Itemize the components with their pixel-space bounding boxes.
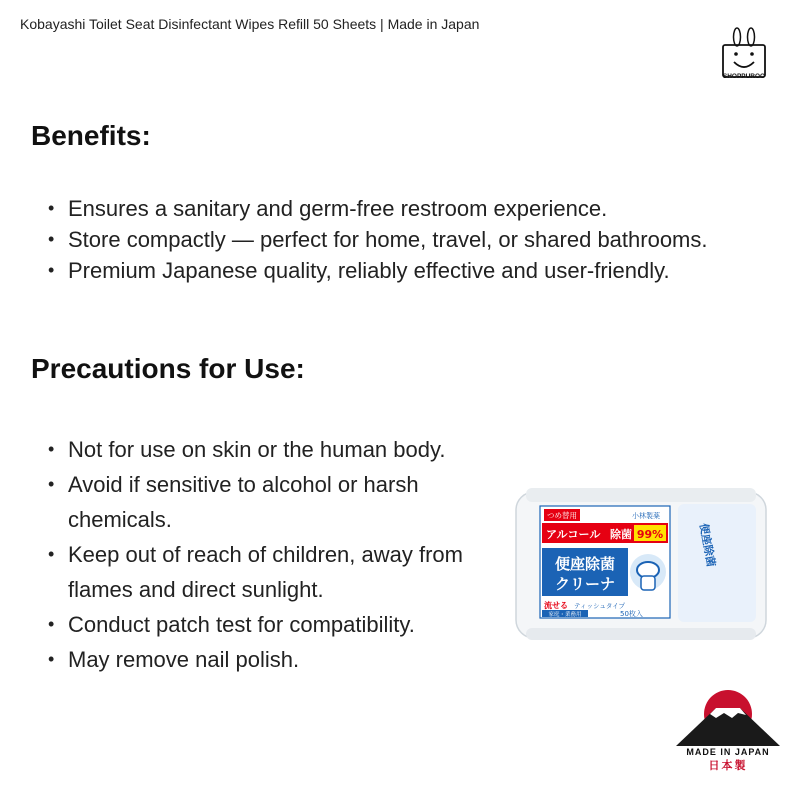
rabbit-bag-icon (718, 26, 770, 96)
svg-text:50枚入: 50枚入 (620, 610, 643, 618)
svg-text:家庭・業務用: 家庭・業務用 (548, 612, 582, 618)
svg-text:便座除菌: 便座除菌 (697, 522, 718, 568)
svg-text:小林製薬: 小林製薬 (632, 512, 660, 520)
mount-fuji-sun-icon (676, 688, 780, 746)
list-item: • May remove nail polish. (48, 642, 508, 677)
made-in-japan-text: MADE IN JAPAN (686, 747, 770, 757)
list-item: • Not for use on skin or the human body. (48, 432, 508, 467)
made-in-japan-kanji: 日本製 (708, 760, 748, 772)
brand-logo-text: SHOPPUROO (722, 73, 766, 80)
precautions-list (48, 432, 508, 677)
svg-text:99%: 99% (636, 528, 664, 541)
list-item: • Premium Japanese quality, reliably effective and user-friendly. (48, 255, 768, 286)
wipes-package-image (510, 484, 772, 644)
svg-text:便座除菌: 便座除菌 (554, 555, 616, 573)
precautions-heading: Precautions for Use: (31, 353, 305, 384)
svg-text:つめ替用: つめ替用 (547, 511, 577, 520)
list-item: • Avoid if sensitive to alcohol or harsh chemicals. (48, 467, 508, 537)
list-item: • Conduct patch test for compatibility. (48, 607, 508, 642)
page-header-title: Kobayashi Toilet Seat Disinfectant Wipes Refill 50 Sheets | Made in Japan (20, 16, 480, 32)
shoppuroo-logo (718, 26, 770, 96)
list-item: • Store compactly — perfect for home, travel, or shared bathrooms. (48, 224, 768, 255)
list-item: • Ensures a sanitary and germ-free restroom experience. (48, 193, 768, 224)
svg-text:流せる: 流せる (544, 601, 568, 610)
svg-text:アルコール: アルコール (546, 528, 601, 541)
list-item: • Keep out of reach of children, away from flames and direct sunlight. (48, 537, 508, 607)
svg-text:ティッシュタイプ: ティッシュタイプ (574, 602, 626, 610)
svg-text:除菌: 除菌 (610, 528, 632, 541)
benefits-heading: Benefits: (31, 120, 151, 151)
made-in-japan-badge (676, 688, 780, 772)
product-package-image (510, 484, 772, 644)
svg-text:クリーナ: クリーナ (554, 575, 616, 593)
benefits-list (48, 193, 768, 286)
